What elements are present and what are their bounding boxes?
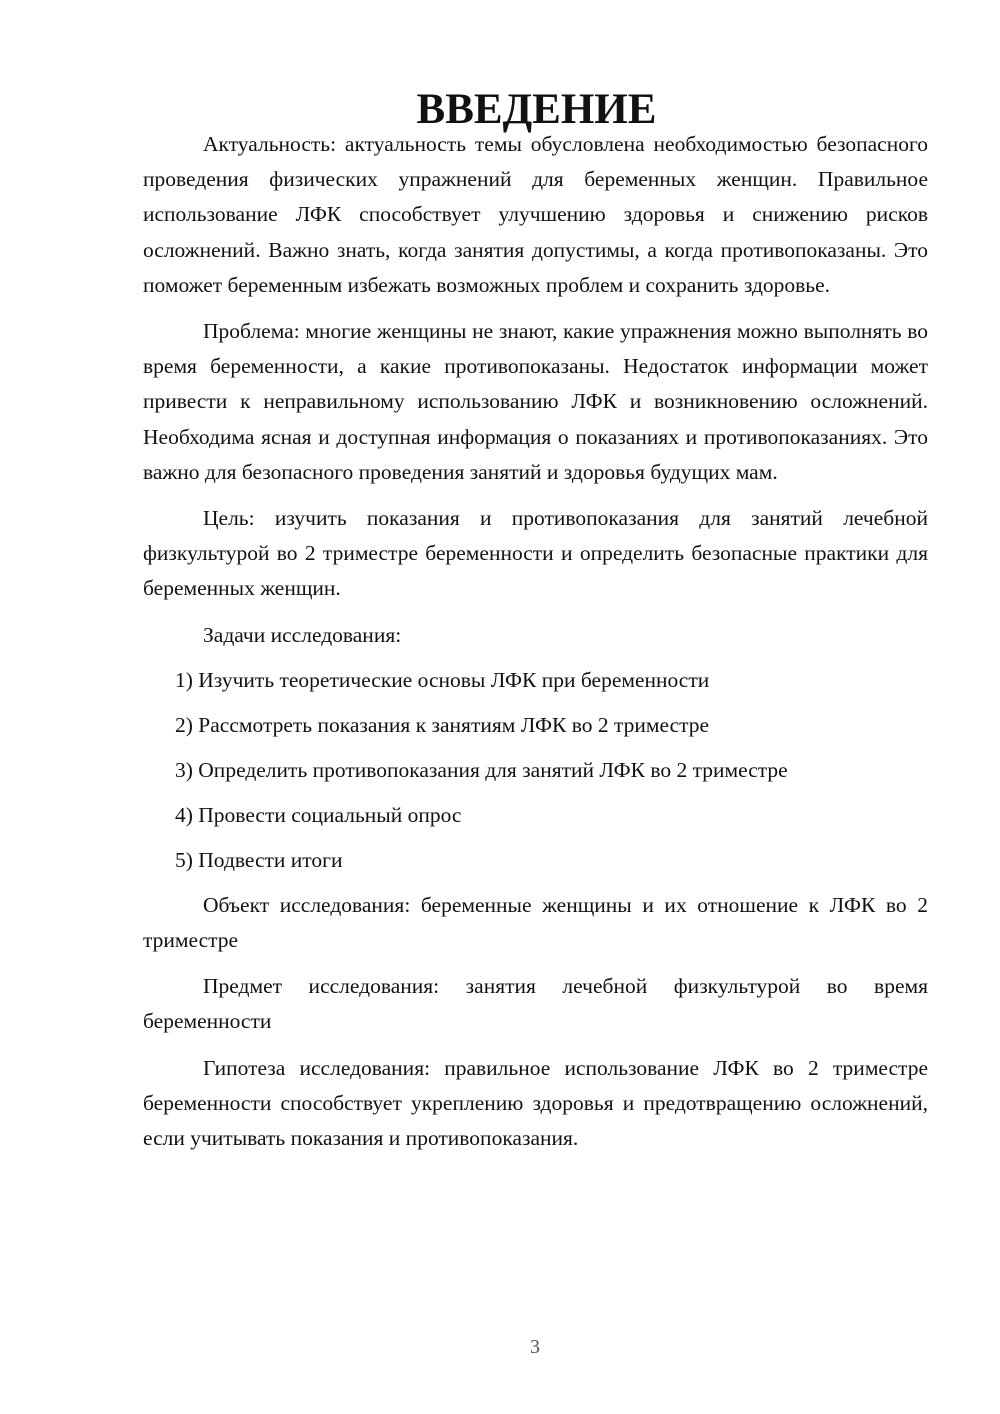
paragraph-relevance: Актуальность: актуальность темы обусловлена необходимостью безопасного проведения физических упражнений для беременных женщин. Правильное использование ЛФК способствует улучшению здоровья и снижению рисков осложнений. Важно знать, когда занятия допустимы, а когда противопоказаны. Это поможет беременным избежать возможных проблем и сохранить здоровье. xyxy=(143,132,928,297)
task-item-2: 2) Рассмотреть показания к занятиям ЛФК во 2 триместре xyxy=(175,712,710,737)
page-content xyxy=(143,86,928,1156)
task-item-5: 5) Подвести итоги xyxy=(175,847,343,872)
paragraph-goal: Цель: изучить показания и противопоказания для занятий лечебной физкультурой во 2 триместре беременности и определить безопасные практики для беременных женщин. xyxy=(143,506,928,601)
page-number: 3 xyxy=(530,1336,540,1358)
task-item-4: 4) Провести социальный опрос xyxy=(175,802,462,827)
paragraph-object: Объект исследования: беременные женщины и их отношение к ЛФК во 2 триместре xyxy=(143,892,928,953)
paragraph-tasks-intro: Задачи исследования: xyxy=(203,622,402,647)
paragraph-problem: Проблема: многие женщины не знают, какие упражнения можно выполнять во время беременности, а какие противопоказаны. Недостаток информации может привести к неправильному использованию ЛФК и возникновению осложнений. Необходима ясная и доступная информация о показаниях и противопоказаниях. Это важно для безопасного проведения занятий и здоровья будущих мам. xyxy=(143,319,928,484)
task-item-1: 1) Изучить теоретические основы ЛФК при беременности xyxy=(175,667,710,692)
paragraph-hypothesis: Гипотеза исследования: правильное использование ЛФК во 2 триместре беременности способствует укреплению здоровья и предотвращению осложнений, если учитывать показания и противопоказания. xyxy=(143,1055,928,1151)
task-item-3: 3) Определить противопоказания для занятий ЛФК во 2 триместре xyxy=(175,757,788,782)
section-heading: ВВЕДЕНИЕ xyxy=(416,86,657,133)
paragraph-subject: Предмет исследования: занятия лечебной физкультурой во время беременности xyxy=(143,974,928,1034)
